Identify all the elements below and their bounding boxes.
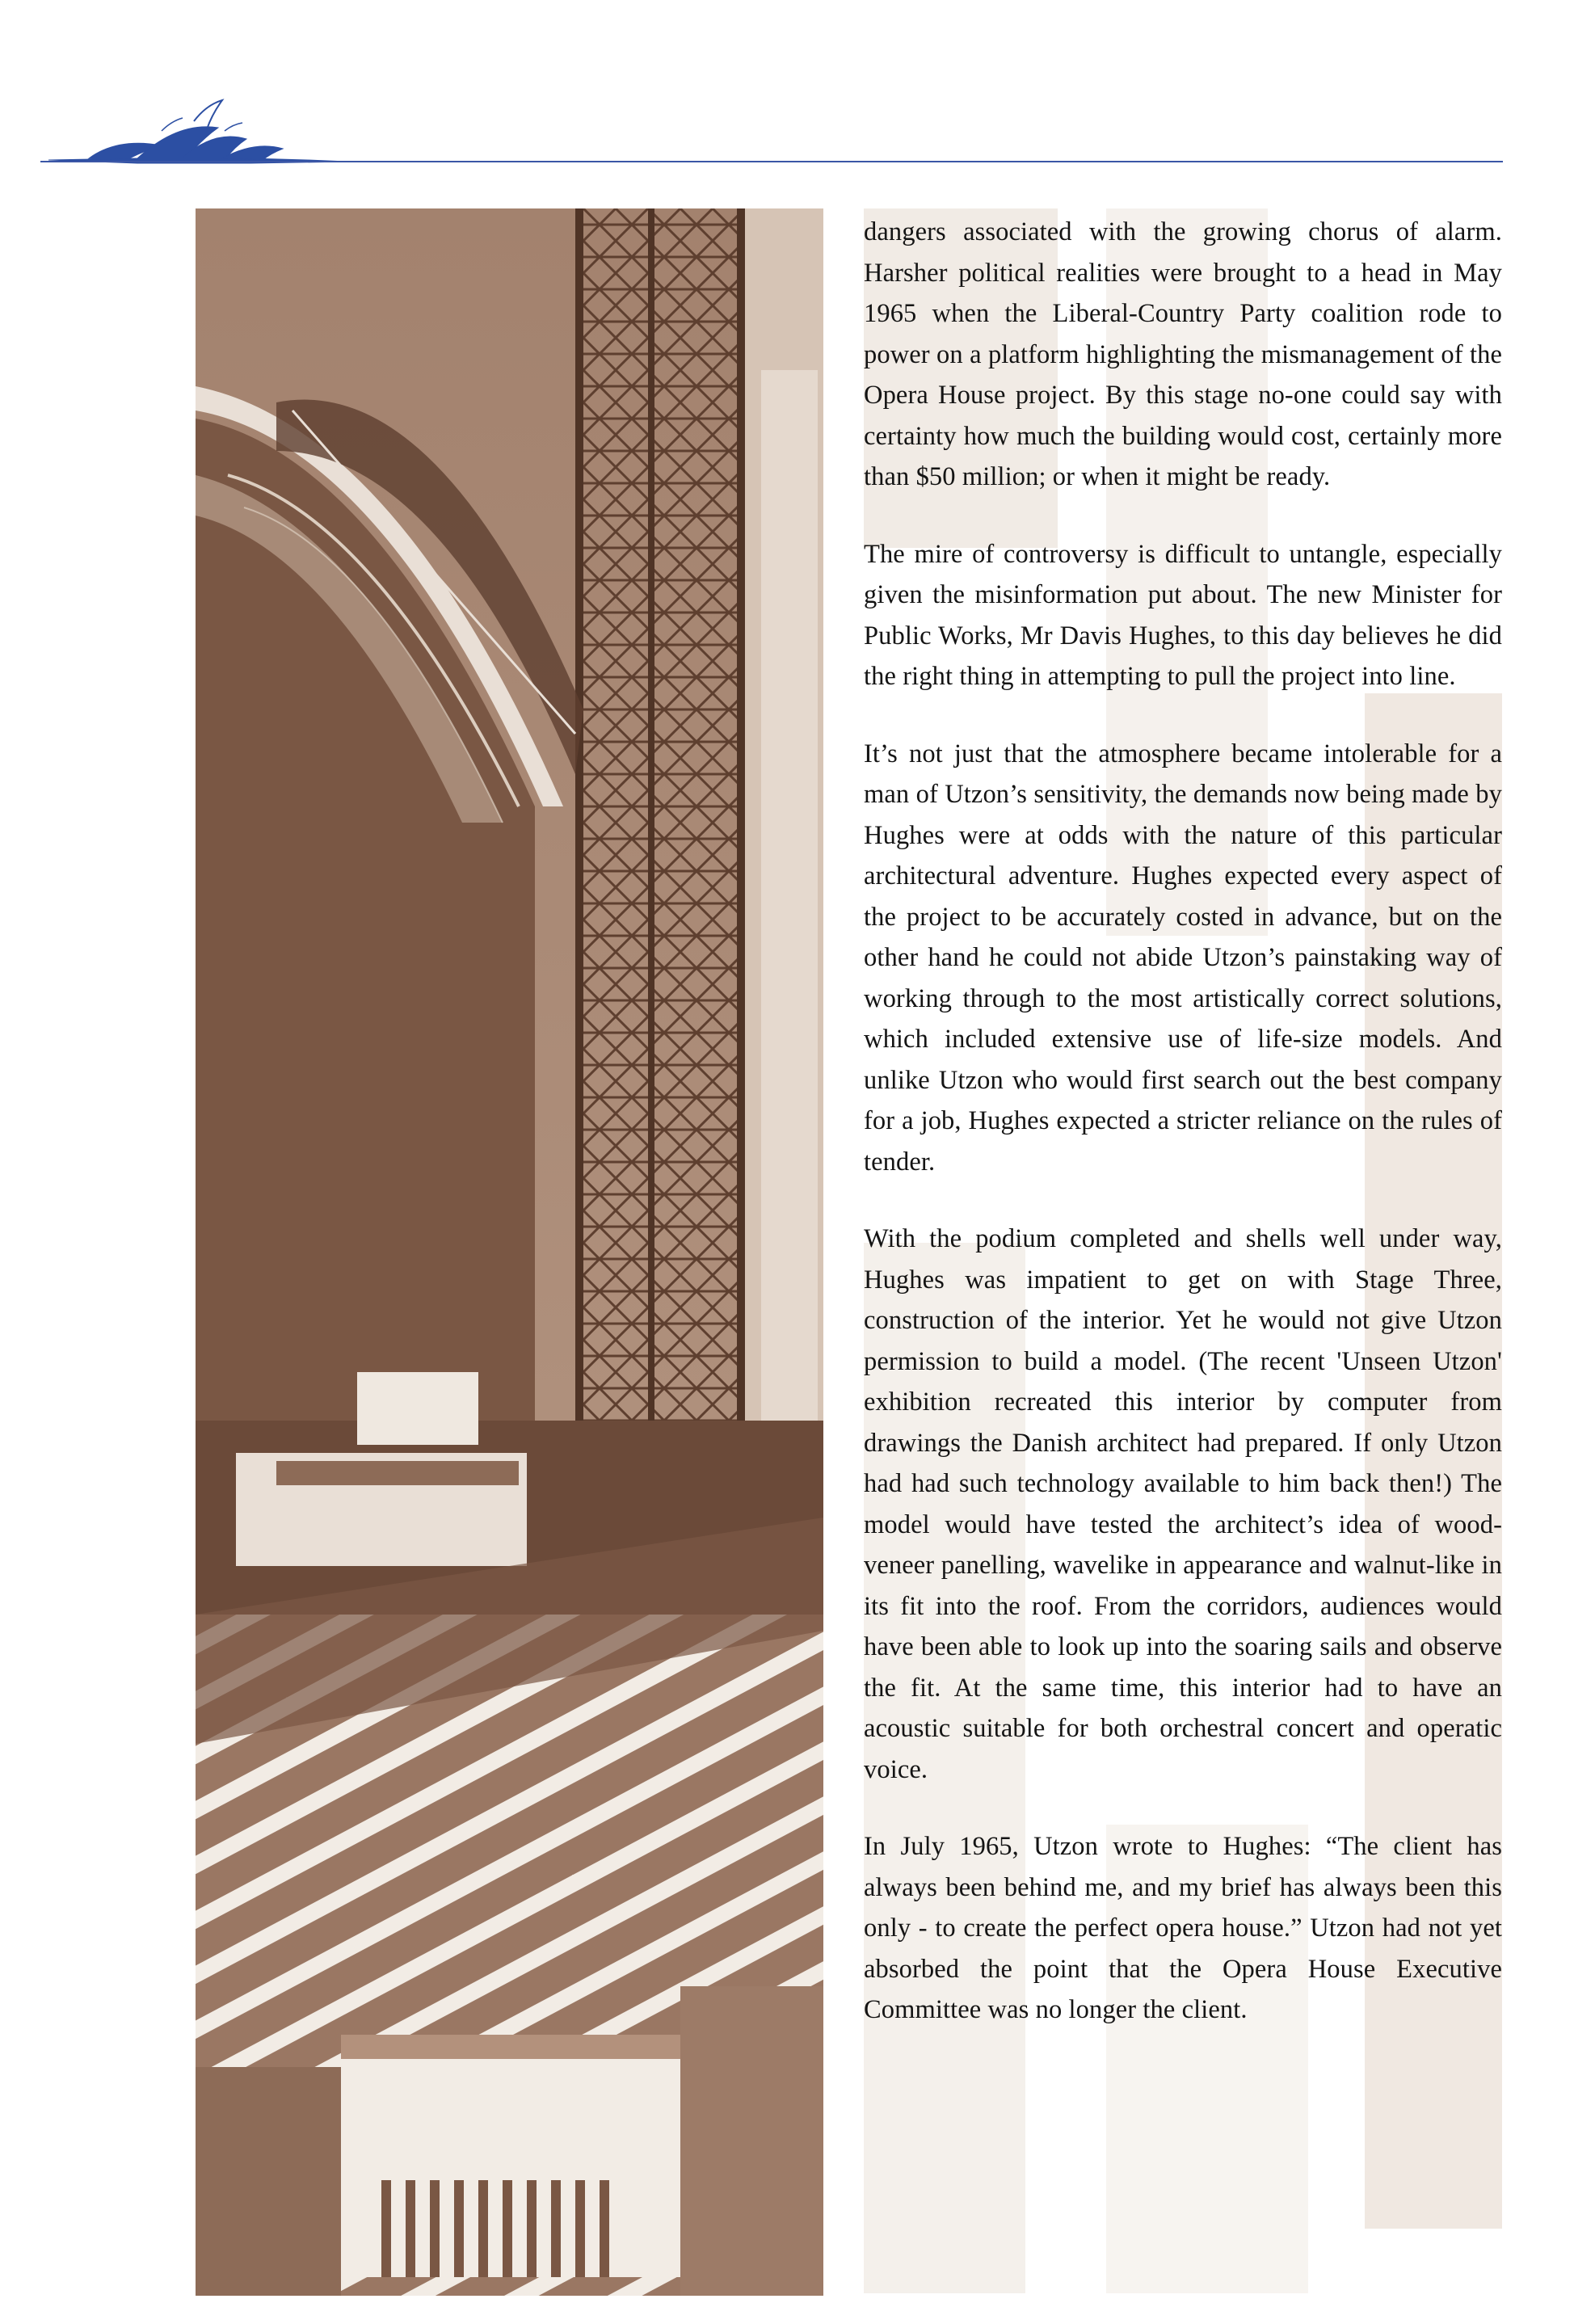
paragraph-2: The mire of controversy is difficult to untangle, especially given the misinformation put about. The new Minister for Public Works, Mr Davis Hughes, to this day believes he did the right thing in attempting to pull the project into line. xyxy=(864,539,1502,691)
paragraph-4: With the podium completed and shells well under way, Hughes was impatient to get on with Stage Three, construction of the interior. Yet he would not give Utzon permission to build a model. (The recent 'Unseen Utzon' exhibition recreated this interior by computer from drawings the Danish architect had prepared. If only Utzon had had such technology available to him back then!) The model would have tested the architect’s idea of wood-veneer panelling, wavelike in appearance and walnut-like in its fit into the roof. From the corridors, audiences would have been able to look up into the soaring sails and observe the fit. At the same time, this interior had to have an acoustic suitable for both orchestral concert and operatic voice. xyxy=(864,1224,1502,1784)
construction-photo xyxy=(196,208,823,2296)
paragraph-5: In July 1965, Utzon wrote to Hughes: “The client has always been behind me, and my brief has always been this only - to create the perfect opera house.” Utzon had not yet absorbed the point that the Opera House Executive Committee was no longer the client. xyxy=(864,1832,1502,2024)
paragraph-3: It’s not just that the atmosphere became intolerable for a man of Utzon’s sensitivity, the demands now being made by Hughes were at odds with the nature of this particular architectural adventure. Hughes expected every aspect of the project to be accurately costed in advance, but on the other hand he could not abide Utzon’s painstaking way of working through to the most artistically correct solutions, which included extensive use of life-size models. And unlike Utzon who would first search out the best company for a job, Hughes expected a stricter reliance on the rules of tender. xyxy=(864,739,1502,1177)
article-text-column xyxy=(864,208,1502,2296)
header-rule xyxy=(40,161,1503,162)
paragraph-1: dangers associated with the growing chorus of alarm. Harsher political realities were brought to a head in May 1965 when the Liberal-Country Party coalition rode to power on a platform highlighting the mismanagement of the Opera House project. By this stage no-one could say with certainty how much the building would cost, certainly more than $50 million; or when it might be ready. xyxy=(864,217,1502,491)
opera-house-logo-icon xyxy=(40,89,372,178)
